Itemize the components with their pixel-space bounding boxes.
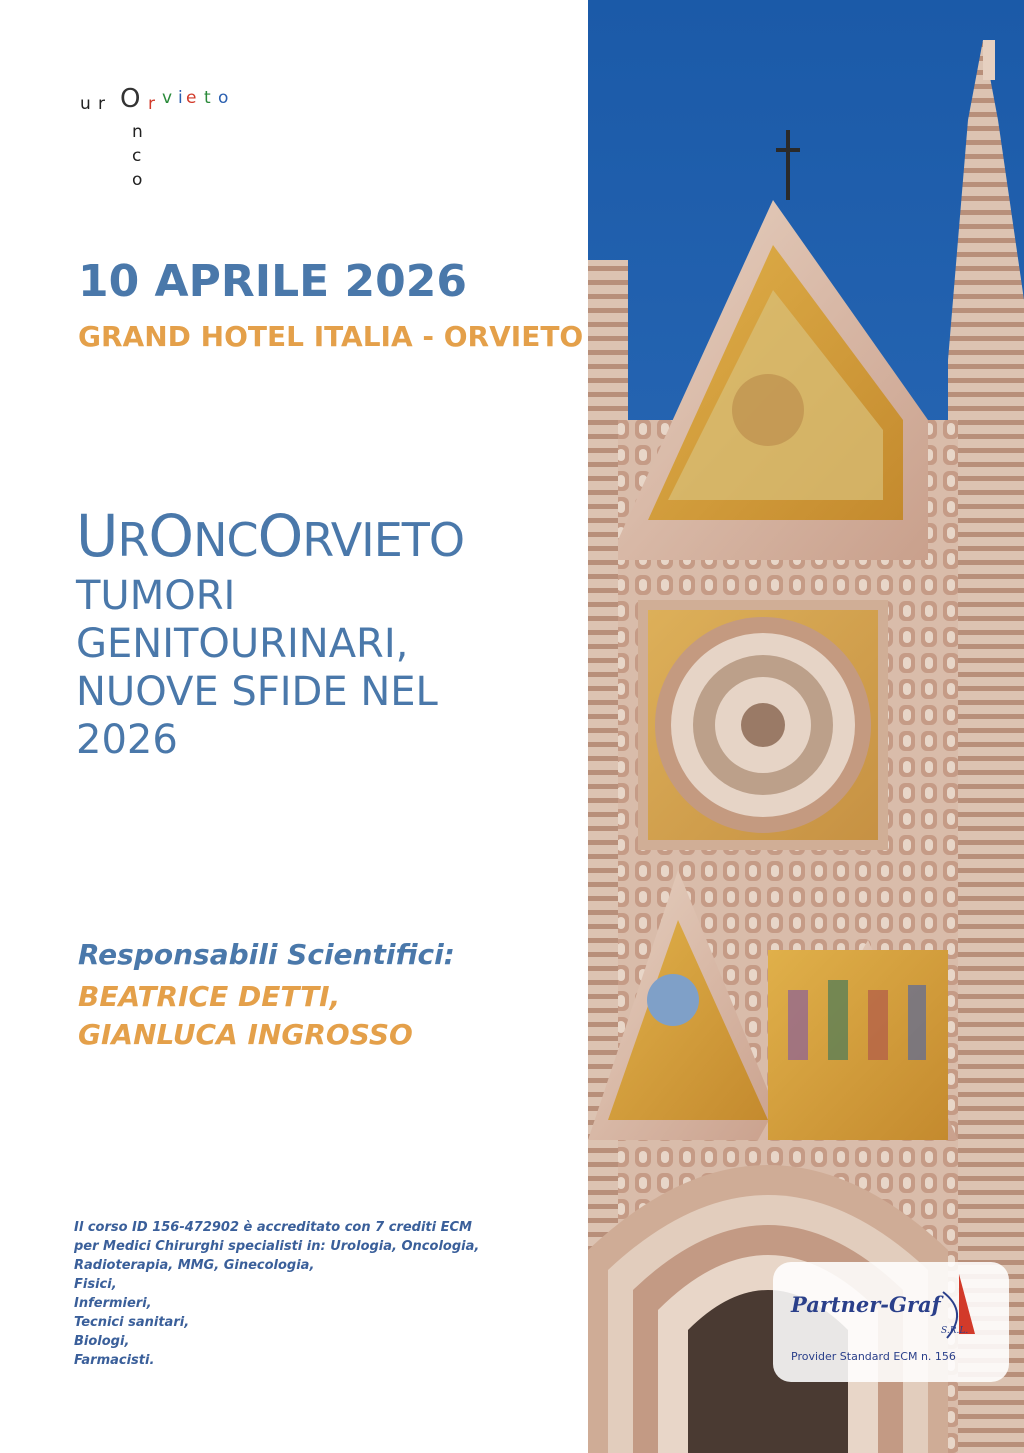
logo-letter: r [98, 94, 105, 114]
subtitle-line: NUOVE SFIDE NEL [76, 669, 438, 715]
logo-letter: O [120, 84, 141, 114]
provider-standard: Provider Standard ECM n. 156 [791, 1350, 956, 1363]
title-text: R [117, 513, 149, 567]
accreditation-line: Infermieri, [74, 1296, 152, 1311]
logo-letter: u [80, 94, 91, 114]
title-cap: U [76, 502, 118, 570]
title-cap: O [257, 502, 303, 570]
responsabili-names [78, 978, 413, 1054]
responsabili-label: Responsabili Scientifici: [78, 938, 455, 971]
accreditation-line: Radioterapia, MMG, Ginecologia, [74, 1258, 315, 1273]
title-text: NC [193, 513, 258, 567]
uroncorvieto-logo [80, 84, 280, 194]
subtitle-line: GENITOURINARI, [76, 621, 409, 667]
event-venue: GRAND HOTEL ITALIA - ORVIETO [78, 320, 584, 353]
provider-logo [773, 1262, 1009, 1382]
logo-letter: e [186, 88, 197, 108]
logo-letter: c [132, 146, 142, 166]
responsabile-name: BEATRICE DETTI, [78, 980, 341, 1013]
event-subtitle [76, 572, 576, 764]
logo-letter: v [162, 88, 173, 108]
event-title [76, 502, 464, 570]
accreditation-line: Il corso ID 156-472902 è accreditato con 7 crediti ECM [74, 1220, 472, 1235]
logo-letter: o [218, 88, 229, 108]
subtitle-line: 2026 [76, 717, 178, 763]
accreditation-line: Biologi, [74, 1334, 130, 1349]
title-text: RVIETO [302, 513, 465, 567]
accreditation-note [74, 1218, 479, 1370]
accreditation-line: Fisici, [74, 1277, 117, 1292]
cathedral-photo [588, 0, 1024, 1453]
logo-letter: t [204, 88, 211, 108]
logo-letter: r [148, 94, 155, 114]
logo-letter: i [178, 88, 183, 108]
responsabile-name: GIANLUCA INGROSSO [78, 1018, 413, 1051]
accreditation-line: Tecnici sanitari, [74, 1315, 190, 1330]
subtitle-line: TUMORI [76, 573, 236, 619]
logo-letter: n [132, 122, 143, 142]
accreditation-line: Farmacisti. [74, 1353, 155, 1368]
accreditation-line: per Medici Chirurghi specialisti in: Urologia, Oncologia, [74, 1239, 480, 1254]
provider-name: Partner-Graf [791, 1292, 941, 1317]
logo-letter: o [132, 170, 143, 190]
event-date: 10 APRILE 2026 [78, 256, 467, 307]
title-cap: O [148, 502, 194, 570]
provider-suffix: S.R.L. [941, 1326, 969, 1336]
